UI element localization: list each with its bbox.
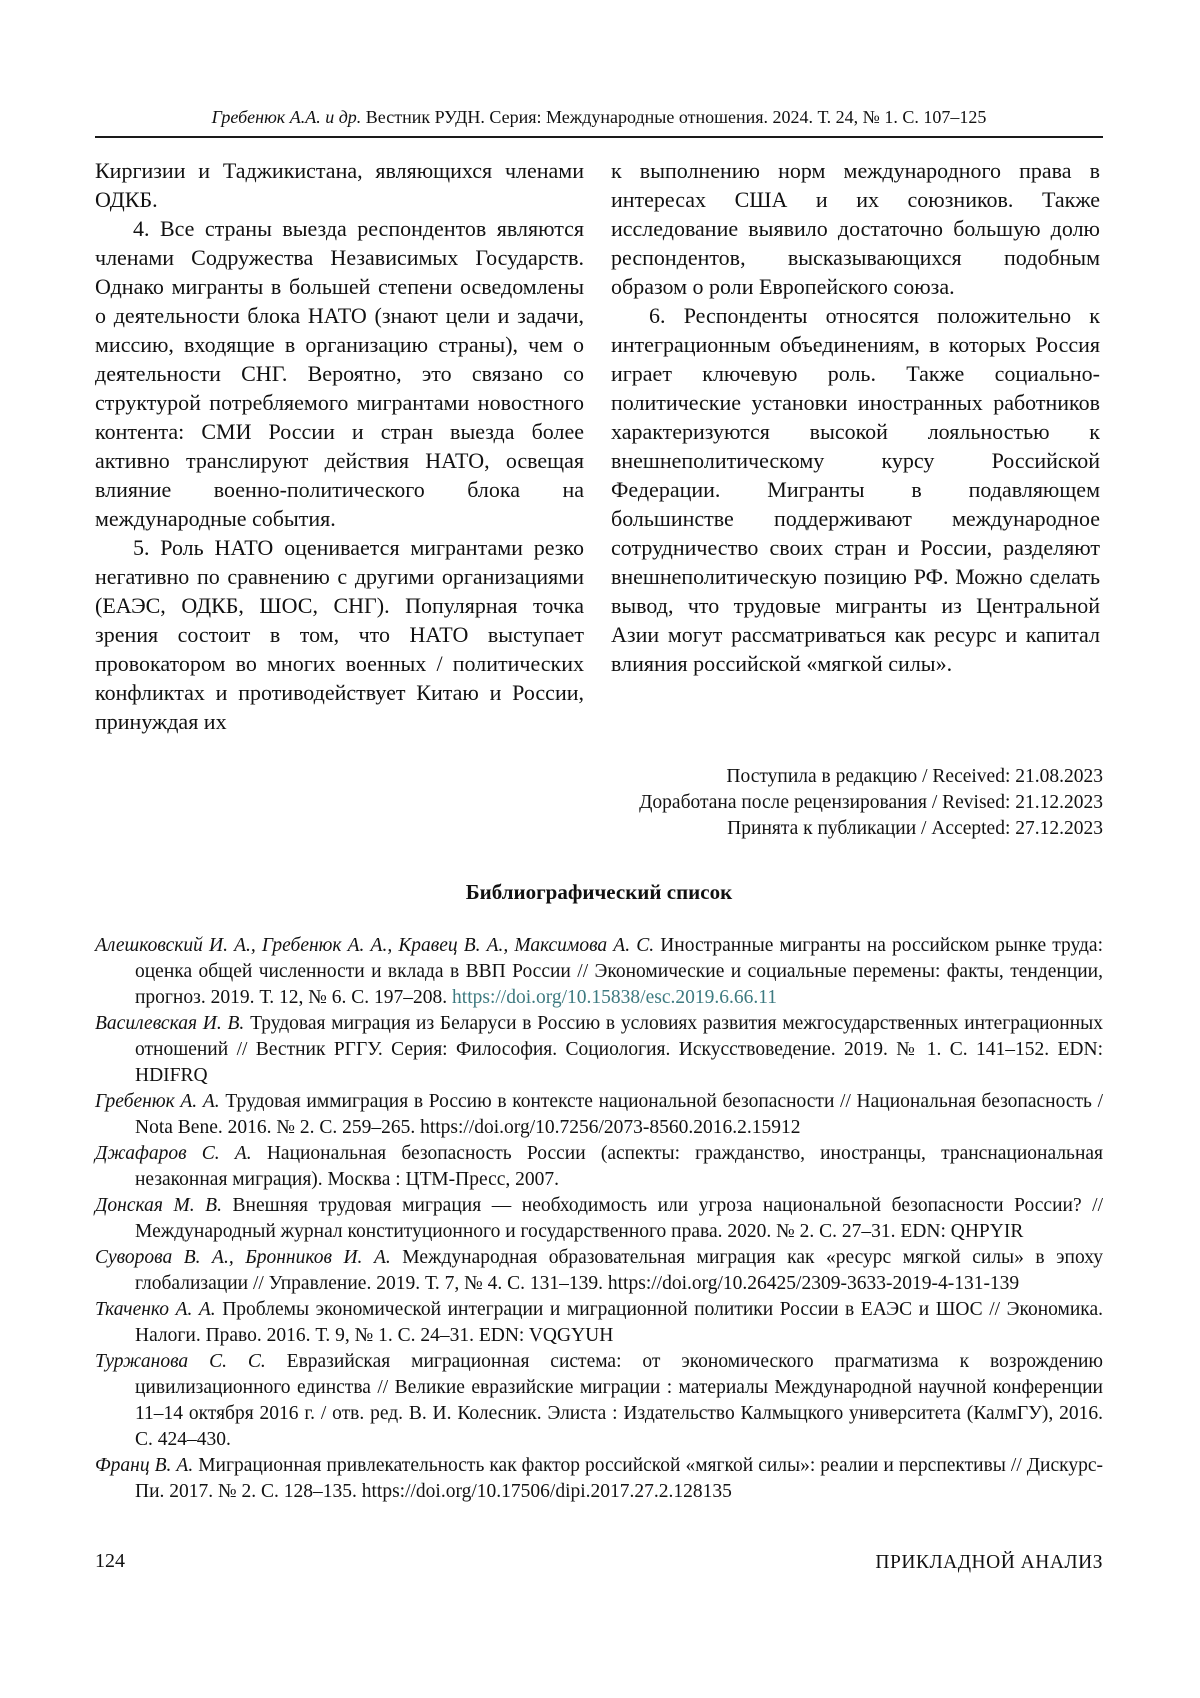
header-rule	[95, 136, 1103, 138]
bib-entry-text: Трудовая миграция из Беларуси в Россию в условиях развития межгосударственных интеграционных отношений // Вестник РГГУ. Серия: Философия. Социология. Искусствоведение. 2019. № 1. С. 141–152. EDN: HDIFRQ	[135, 1013, 1103, 1086]
submission-dates	[95, 764, 1103, 842]
bib-entry-text: Проблемы экономической интеграции и миграционной политики России в ЕАЭС и ШОС // Экономика. Налоги. Право. 2016. Т. 9, № 1. С. 24–31. EDN: VQGYUH	[135, 1299, 1103, 1346]
bib-entry-text: Трудовая иммиграция в Россию в контексте национальной безопасности // Национальная безопасность / Nota Bene. 2016. № 2. С. 259–265. https://doi.org/10.7256/2073-8560.2016.2.15912	[135, 1091, 1104, 1138]
date-line: Доработана после рецензирования / Revised: 21.12.2023	[639, 792, 1103, 813]
article-paragraph: Киргизии и Таджикистана, являющихся членами ОДКБ.	[95, 158, 584, 212]
bibliography-title: Библиографический список	[465, 880, 733, 904]
article-body	[95, 156, 1103, 736]
bibliography-entry	[95, 1349, 1103, 1453]
running-head-authors: Гребенюк А.А. и др.	[211, 107, 362, 127]
bib-entry-text: Международная образовательная миграция как «ресурс мягкой силы» в эпоху глобализации // Управление. 2019. Т. 7, № 4. С. 131–139. https://doi.org/10.26425/2309-3633-2019-4-131-139	[135, 1247, 1103, 1294]
running-head	[95, 106, 1103, 128]
bibliography-entry	[95, 1089, 1103, 1141]
article-paragraph: 6. Респонденты относятся положительно к интеграционным объединениям, в которых Россия играет ключевую роль. Также социально-политические установки иностранных работников характеризуются высокой лояльностью к внешнеполитическому курсу Российской Федерации. Мигранты в подавляющем большинстве поддерживают международное сотрудничество своих стран и России, разделяют внешнеполитическую позицию РФ. Можно сделать вывод, что трудовые мигранты из Центральной Азии могут рассматриваться как ресурс и капитал влияния российской «мягкой силы».	[611, 303, 1100, 676]
article-paragraph: 4. Все страны выезда респондентов являются членами Содружества Независимых Государств. Однако мигранты в большей степени осведомлены о деятельности блока НАТО (знают цели и задачи, миссию, входящие в организацию страны), чем о деятельности СНГ. Вероятно, это связано со структурой потребляемого мигрантами новостного контента: СМИ России и стран выезда более активно транслируют действия НАТО, освещая влияние военно-политического блока на международные события.	[95, 216, 584, 531]
bibliography-list	[95, 933, 1103, 1505]
bib-entry-authors: Франц В. А.	[95, 1455, 194, 1476]
date-line: Принята к публикации / Accepted: 27.12.2023	[727, 818, 1103, 839]
bibliography-entry	[95, 1297, 1103, 1349]
bib-entry-authors: Ткаченко А. А.	[95, 1299, 216, 1320]
bib-entry-authors: Донская М. В.	[95, 1195, 222, 1216]
bib-entry-authors: Суворова В. А., Бронников И. А.	[95, 1247, 391, 1268]
bib-entry-authors: Гребенюк А. А.	[95, 1091, 220, 1112]
bibliography-entry	[95, 933, 1103, 1011]
article-column-right	[611, 156, 1100, 736]
bibliography-entry	[95, 1193, 1103, 1245]
article-column-left	[95, 156, 584, 736]
bibliography-entry	[95, 1011, 1103, 1089]
bib-entry-text: Евразийская миграционная система: от экономического прагматизма к возрождению цивилизационного единства // Великие евразийские миграции : материалы Международной научной конференции 11–14 октября 2016 г. / отв. ред. В. И. Колесник. Элиста : Издательство Калмыцкого университета (КалмГУ), 2016. С. 424–430.	[135, 1351, 1104, 1450]
bibliography-entry	[95, 1453, 1103, 1505]
bib-entry-authors: Туржанова С. С.	[95, 1351, 266, 1372]
bibliography-entry	[95, 1245, 1103, 1297]
bib-entry-authors: Алешковский И. А., Гребенюк А. А., Кравец В. А., Максимова А. С.	[95, 935, 655, 956]
running-footer-section: ПРИКЛАДНОЙ АНАЛИЗ	[875, 1552, 1103, 1573]
bibliography-entry	[95, 1141, 1103, 1193]
running-head-citation: Вестник РУДН. Серия: Международные отношения. 2024. Т. 24, № 1. С. 107–125	[365, 107, 987, 127]
bib-entry-authors: Джафаров С. А.	[95, 1143, 252, 1164]
bib-entry-text: Иностранные мигранты на российском рынке труда: оценка общей численности и вклада в ВВП России // Экономические и социальные перемены: факты, тенденции, прогноз. 2019. Т. 12, № 6. С. 197–208.	[135, 935, 1103, 1008]
bib-entry-text: Национальная безопасность России (аспекты: гражданство, иностранцы, транснациональная незаконная миграция). Москва : ЦТМ-Пресс, 2007.	[135, 1143, 1103, 1190]
bib-entry-text: Миграционная привлекательность как фактор российской «мягкой силы»: реалии и перспективы // Дискурс-Пи. 2017. № 2. С. 128–135. https://doi.org/10.17506/dipi.2017.27.2.128135	[135, 1455, 1103, 1502]
page-number: 124	[95, 1550, 125, 1572]
bib-entry-text: Внешняя трудовая миграция — необходимость или угроза национальной безопасности России? // Международный журнал конституционного и государственного права. 2020. № 2. С. 27–31. EDN: QHPYIR	[135, 1195, 1103, 1242]
article-paragraph: к выполнению норм международного права в интересах США и их союзников. Также исследование выявило достаточно большую долю респондентов, высказывающихся подобным образом о роли Европейского союза.	[611, 158, 1100, 299]
date-line: Поступила в редакцию / Received: 21.08.2023	[726, 766, 1103, 787]
article-paragraph: 5. Роль НАТО оценивается мигрантами резко негативно по сравнению с другими организациями (ЕАЭС, ОДКБ, ШОС, СНГ). Популярная точка зрения состоит в том, что НАТО выступает провокатором во многих военных / политических конфликтах и противодействует Китаю и России, принуждая их	[95, 535, 584, 734]
bib-entry-authors: Василевская И. В.	[95, 1013, 245, 1034]
doi-link[interactable]: https://doi.org/10.15838/esc.2019.6.66.11	[452, 987, 778, 1008]
